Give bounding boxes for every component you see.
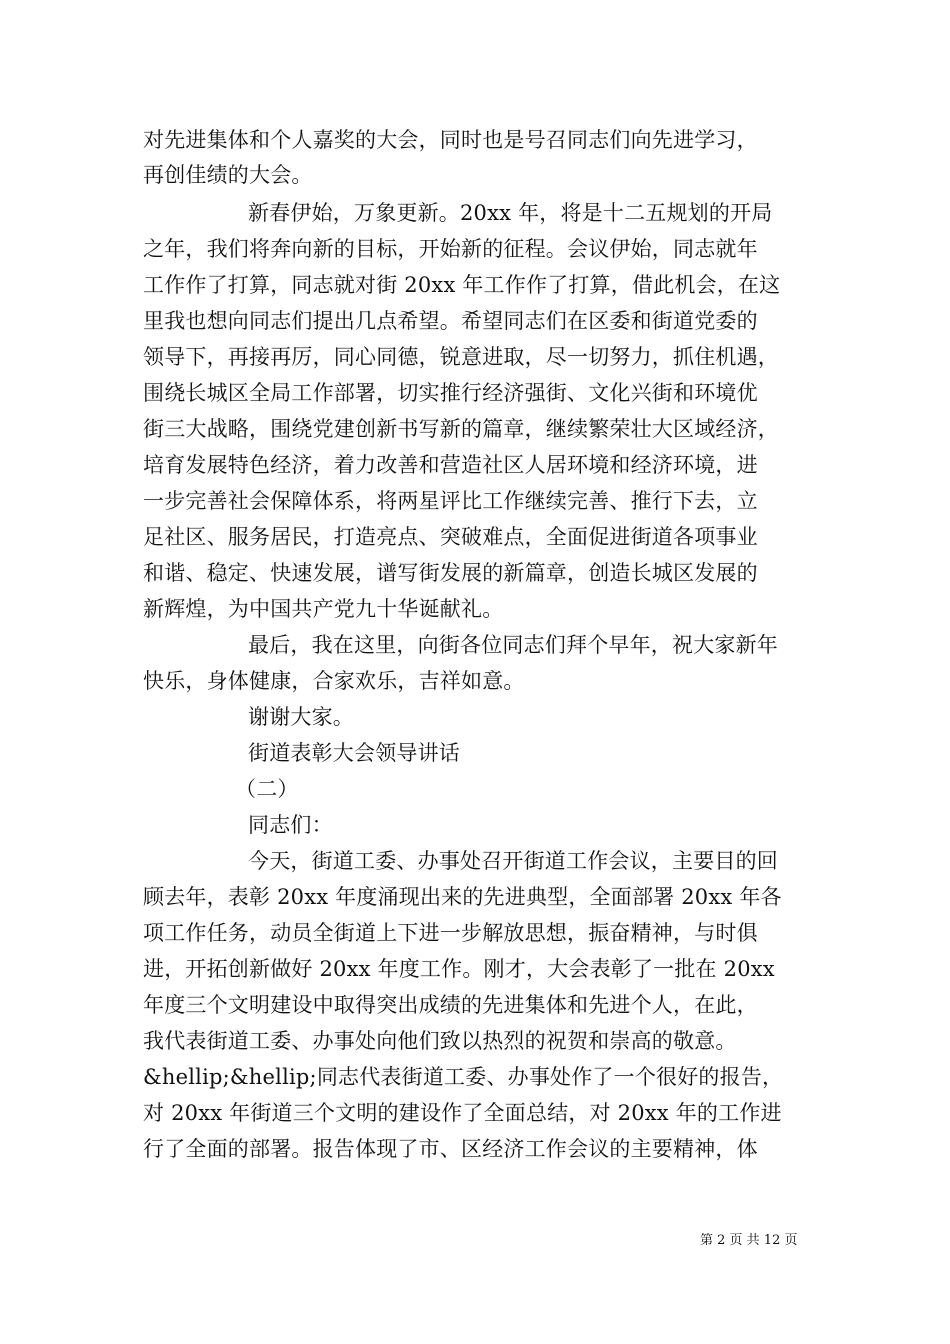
text-line: &hellip;&hellip;同志代表街道工委、办事处作了一个很好的报告， [143, 1065, 784, 1089]
section-title: 街道表彰大会领导讲话 [248, 741, 460, 765]
text-line: 对 20xx 年街道三个文明的建设作了全面总结，对 20xx 年的工作进 [143, 1101, 782, 1125]
text-line: 最后，我在这里，向街各位同志们拜个早年，祝大家新年 [248, 633, 778, 657]
section-number: （二） [235, 777, 299, 801]
text-line: 再创佳绩的大会。 [143, 163, 313, 187]
text-line: 足社区、服务居民，打造亮点、突破难点，全面促进街道各项事业 [143, 525, 758, 549]
text-line: 领导下，再接再厉，同心同德，锐意进取，尽一切努力，抓住机遇， [143, 345, 779, 369]
text-line: 顾去年，表彰 20xx 年度涌现出来的先进典型，全面部署 20xx 年各 [143, 885, 782, 909]
text-line: 快乐，身体健康，合家欢乐，吉祥如意。 [143, 669, 525, 693]
text-line: 我代表街道工委、办事处向他们致以热烈的祝贺和崇高的敬意。 [143, 1029, 737, 1053]
text-line: 对先进集体和个人嘉奖的大会，同时也是号召同志们向先进学习， [143, 128, 758, 152]
text-line: 一步完善社会保障体系，将两星评比工作继续完善、推行下去，立 [143, 489, 758, 513]
text-line: 今天，街道工委、办事处召开街道工作会议，主要目的回 [248, 849, 778, 873]
text-line: 和谐、稳定、快速发展，谱写街发展的新篇章，创造长城区发展的 [143, 561, 758, 585]
text-line: 行了全面的部署。报告体现了市、区经济工作会议的主要精神，体 [143, 1137, 758, 1161]
text-line: 进，开拓创新做好 20xx 年度工作。刚才，大会表彰了一批在 20xx [143, 957, 775, 981]
text-line: 项工作任务，动员全街道上下进一步解放思想，振奋精神，与时俱 [143, 921, 758, 945]
text-line: 新春伊始，万象更新。20xx 年，将是十二五规划的开局 [248, 201, 773, 225]
text-line: 围绕长城区全局工作部署，切实推行经济强街、文化兴街和环境优 [143, 381, 758, 405]
text-line: 新辉煌，为中国共产党九十华诞献礼。 [143, 597, 504, 621]
text-line: 工作作了打算，同志就对街 20xx 年工作作了打算，借此机会，在这 [143, 273, 781, 297]
salutation: 同志们： [248, 813, 333, 837]
text-line: 培育发展特色经济，着力改善和营造社区人居环境和经济环境，进 [143, 453, 758, 477]
text-line: 年度三个文明建设中取得突出成绩的先进集体和先进个人，在此， [143, 993, 758, 1017]
page-number-footer: 第 2 页 共 12 页 [700, 1233, 798, 1248]
text-line: 里我也想向同志们提出几点希望。希望同志们在区委和街道党委的 [143, 309, 758, 333]
text-line: 之年，我们将奔向新的目标，开始新的征程。会议伊始，同志就年 [143, 237, 758, 261]
text-line: 谢谢大家。 [248, 705, 354, 729]
text-line: 街三大战略，围绕党建创新书写新的篇章，继续繁荣壮大区域经济， [143, 417, 779, 441]
